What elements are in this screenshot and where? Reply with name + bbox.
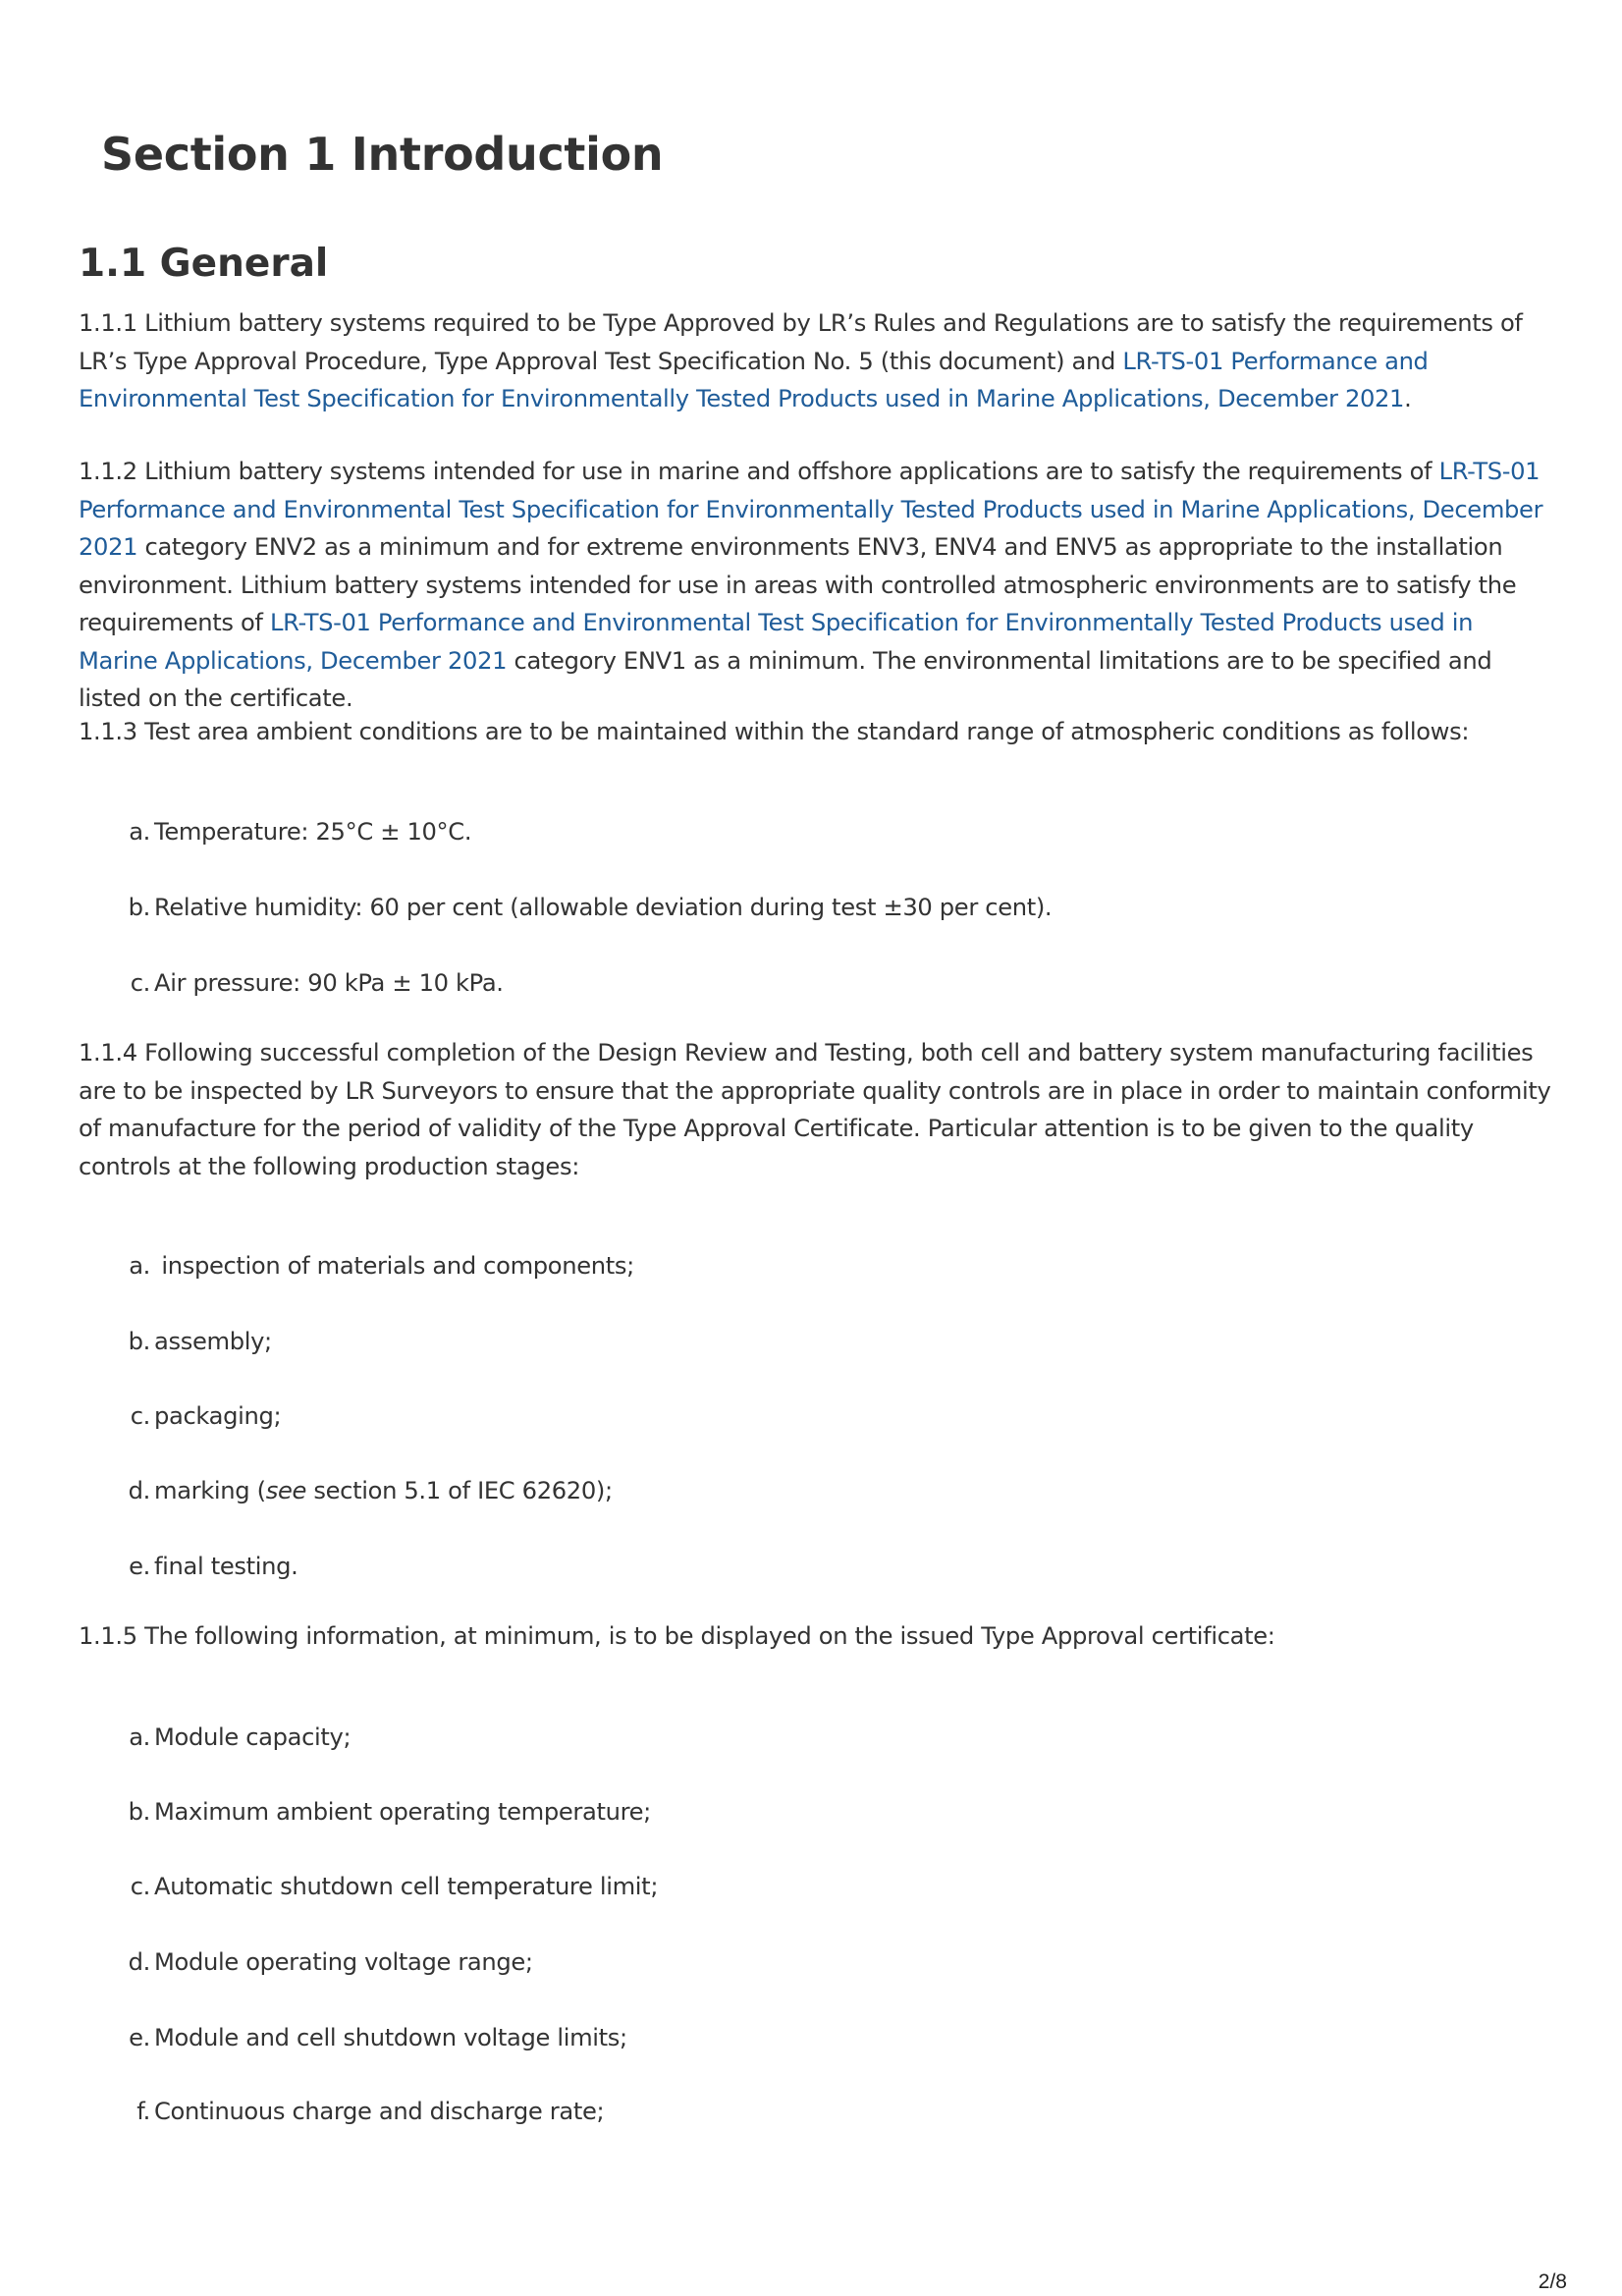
list-marker: f.: [136, 2098, 150, 2125]
list-item-emphasis: see: [265, 1477, 307, 1504]
paragraph-text: category ENV2 as a minimum and for extreme environments ENV3, ENV4 and ENV5 as appropriate to the installation environment. Lithium battery systems intended for use in areas with controlled atmospheric environments are to satisfy the requirements of: [79, 533, 1517, 636]
paragraph-1-1-1: [79, 304, 1551, 418]
list-item: [127, 889, 1052, 926]
list-item-text: Air pressure: 90 kPa ± 10 kPa.: [154, 969, 504, 997]
list-marker: a.: [129, 818, 150, 846]
list-marker: e.: [129, 2024, 150, 2051]
list-item: [127, 1397, 281, 1435]
list-marker: e.: [129, 1553, 150, 1580]
list-item: [127, 1943, 533, 1981]
list-marker: d.: [128, 1948, 150, 1976]
list-item: [127, 1247, 634, 1285]
list-item-text: Module and cell shutdown voltage limits;: [154, 2024, 627, 2051]
paragraph-text: 1.1.1 Lithium battery systems required to be Type Approved by LR’s Rules and Regulations are to satisfy the requirements of LR’s Type Approval Procedure, Type Approval Test Specification No. 5 (this document) and: [79, 309, 1523, 375]
list-marker: a.: [129, 1252, 150, 1280]
list-item-text: Module capacity;: [154, 1723, 351, 1751]
list-marker: d.: [128, 1477, 150, 1504]
list-marker: b.: [128, 894, 150, 921]
lr-ts-01-link[interactable]: LR-TS-01 Performance and Environmental Test Specification for Environmentally Tested Products used in Marine Applications, December 2021: [79, 347, 1429, 412]
paragraph-text: 1.1.2 Lithium battery systems intended for use in marine and offshore applications are to satisfy the requirements of: [79, 458, 1439, 485]
list-item-text: Relative humidity: 60 per cent (allowable deviation during test ±30 per cent).: [154, 894, 1053, 921]
list-marker: b.: [128, 1798, 150, 1826]
list-item-text: Continuous charge and discharge rate;: [154, 2098, 605, 2125]
page-number: 2/8: [1538, 2270, 1567, 2293]
list-item: [127, 1472, 613, 1509]
paragraph-text: .: [1404, 385, 1412, 412]
list-marker: c.: [130, 969, 150, 997]
list-item-text: Automatic shutdown cell temperature limit;: [154, 1873, 659, 1900]
list-item-text: marking (: [154, 1477, 266, 1504]
section-title: Section 1 Introduction: [101, 128, 664, 181]
list-marker: c.: [130, 1402, 150, 1430]
lr-ts-01-link[interactable]: LR-TS-01 Performance and Environmental Test Specification for Environmentally Tested Products used in Marine Applications, December 2021: [79, 609, 1474, 675]
paragraph-text: category ENV1 as a minimum. The environmental limitations are to be specified and listed on the certificate.: [79, 646, 1492, 712]
list-item-text: Temperature: 25°C ± 10°C.: [154, 818, 472, 846]
list-item-text: section 5.1 of IEC 62620);: [306, 1477, 613, 1504]
list-item-text: inspection of materials and components;: [154, 1252, 634, 1280]
list-item: [127, 2093, 604, 2130]
paragraph-1-1-2: [79, 453, 1551, 718]
lr-ts-01-link[interactable]: LR-TS-01 Performance and Environmental Test Specification for Environmentally Tested Products used in Marine Applications, December 2021: [79, 458, 1543, 561]
list-item-text: assembly;: [154, 1328, 272, 1355]
paragraph-1-1-4: 1.1.4 Following successful completion of the Design Review and Testing, both cell and battery system manufacturing facilities are to be inspected by LR Surveyors to ensure that the appropriate quality controls are in place in order to maintain conformity of manufacture for the period of validity of the Type Approval Certificate. Particular attention is to be given to the quality controls at the following production stages:: [79, 1039, 1551, 1180]
list-item: [127, 1868, 658, 1905]
list-item: [127, 1719, 351, 1756]
list-item-text: final testing.: [154, 1553, 298, 1580]
list-item-text: packaging;: [154, 1402, 282, 1430]
paragraph-1-1-5: 1.1.5 The following information, at minimum, is to be displayed on the issued Type Approval certificate:: [79, 1622, 1275, 1650]
list-marker: b.: [128, 1328, 150, 1355]
paragraph-1-1-3: 1.1.3 Test area ambient conditions are to be maintained within the standard range of atmospheric conditions as follows:: [79, 718, 1470, 745]
list-item: [127, 964, 504, 1002]
list-item-text: Module operating voltage range;: [154, 1948, 533, 1976]
list-marker: a.: [129, 1723, 150, 1751]
list-item: [127, 2019, 627, 2056]
list-item: [127, 1548, 297, 1585]
list-item: [127, 813, 471, 850]
subsection-title: 1.1 General: [79, 242, 329, 286]
list-item: [127, 1323, 272, 1360]
list-marker: c.: [130, 1873, 150, 1900]
list-item-text: Maximum ambient operating temperature;: [154, 1798, 651, 1826]
list-item: [127, 1793, 651, 1831]
